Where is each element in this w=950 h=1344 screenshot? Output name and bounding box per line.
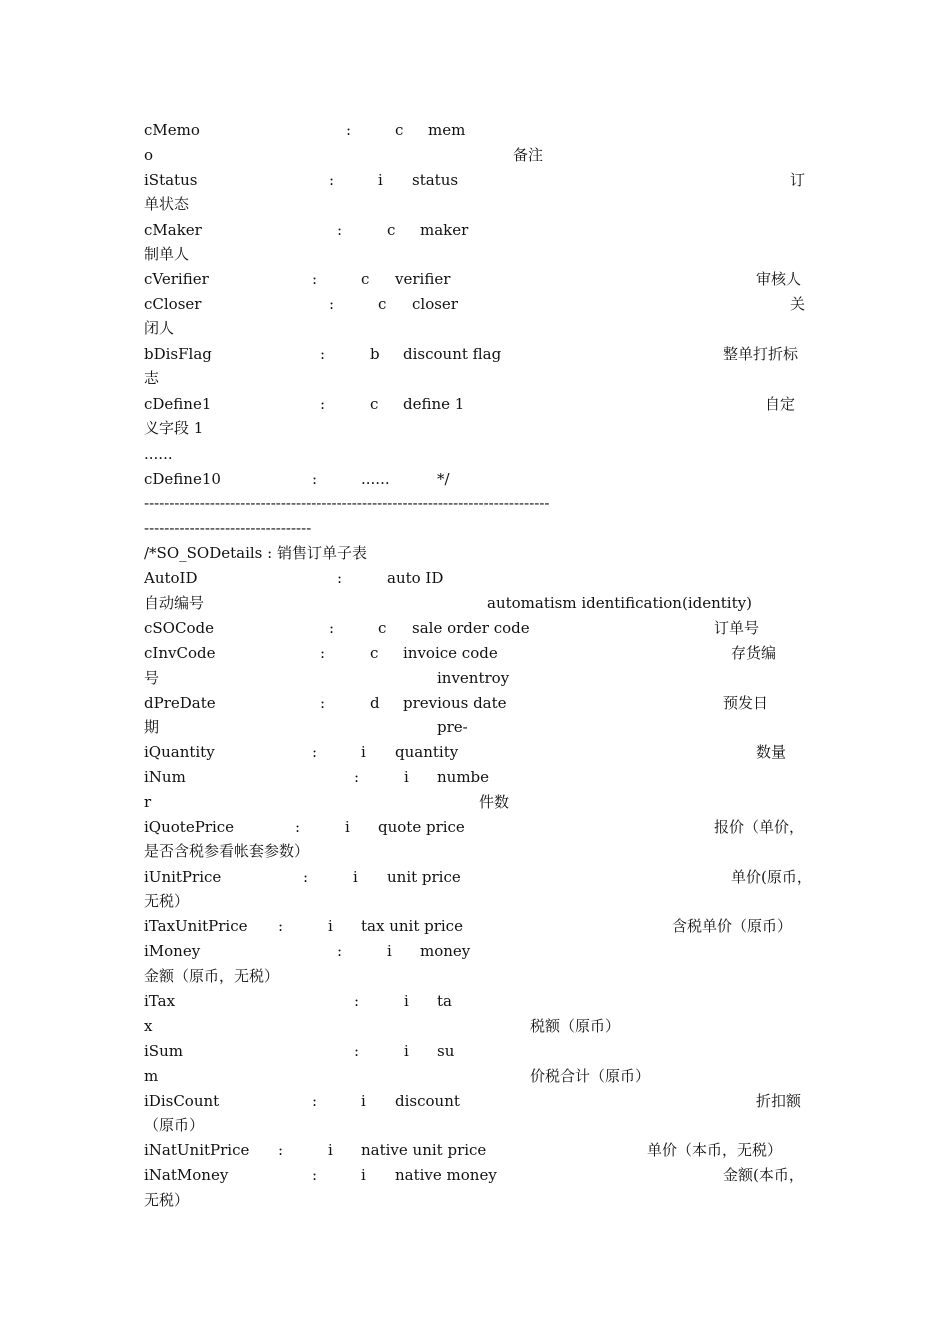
iUnitPrice-desc: unit price [387, 868, 461, 886]
cInvCode-type: c [370, 644, 379, 662]
bDisFlag-desc: discount flag [403, 345, 502, 363]
iNatMoney-name: iNatMoney [144, 1166, 229, 1184]
AutoID-colon: : [337, 569, 343, 587]
iNum-desc: numbe [437, 768, 490, 786]
cInvCode-desc: invoice code [403, 644, 498, 662]
bDisFlag-label-b: 志 [144, 369, 160, 387]
iNum-desc-cont: r [144, 793, 152, 811]
cInvCode-label-a: 存货编 [731, 644, 777, 662]
iTax-desc-cont: x [144, 1017, 153, 1035]
cDefine1-label-b: 义字段 1 [144, 419, 204, 437]
dPreDate-label-a: 预发日 [723, 694, 769, 712]
cVerifier-desc: verifier [395, 270, 451, 288]
iNatUnitPrice-type: i [328, 1141, 333, 1159]
iQuantity-label: 数量 [756, 743, 787, 761]
cDefine10-colon: : [312, 470, 318, 488]
iMoney-colon: : [337, 942, 343, 960]
iDisCount-label-b: （原币） [144, 1116, 205, 1134]
cMaker-colon: : [337, 221, 343, 239]
cMemo-label: 备注 [513, 146, 544, 164]
cMaker-name: cMaker [144, 221, 202, 239]
iTax-name: iTax [144, 992, 176, 1010]
cDefine1-type: c [370, 395, 379, 413]
iTax-desc: ta [437, 992, 452, 1010]
iUnitPrice-label-b: 无税） [144, 892, 190, 910]
cInvCode-colon: : [320, 644, 326, 662]
cVerifier-label: 审核人 [756, 270, 802, 288]
iTaxUnitPrice-desc: tax unit price [361, 917, 463, 935]
cMaker-desc: maker [420, 221, 469, 239]
iQuotePrice-label-a: 报价（单价， [714, 818, 805, 836]
cDefine1-colon: : [320, 395, 326, 413]
iMoney-name: iMoney [144, 942, 201, 960]
cCloser-desc: closer [412, 295, 458, 313]
cSOCode-name: cSOCode [144, 619, 214, 637]
iDisCount-name: iDisCount [144, 1092, 220, 1110]
iNatMoney-label-a: 金额(本币， [723, 1166, 804, 1184]
iQuantity-colon: : [312, 743, 318, 761]
ellipsis-line: ...... [144, 445, 173, 463]
iStatus-name: iStatus [144, 171, 198, 189]
cCloser-label-a: 关 [790, 295, 806, 313]
iTaxUnitPrice-colon: : [278, 917, 284, 935]
iQuantity-type: i [361, 743, 366, 761]
divider-line-1: -------------------------------------------------------------------------------- [144, 494, 550, 512]
iStatus-label-a: 订 [790, 171, 806, 189]
iNum-colon: : [354, 768, 360, 786]
dPreDate-colon: : [320, 694, 326, 712]
cMemo-type: c [395, 121, 404, 139]
iQuotePrice-desc: quote price [378, 818, 465, 836]
dPreDate-name: dPreDate [144, 694, 216, 712]
iQuantity-name: iQuantity [144, 743, 215, 761]
iQuotePrice-colon: : [295, 818, 301, 836]
iUnitPrice-label-a: 单价(原币， [731, 868, 812, 886]
iTaxUnitPrice-type: i [328, 917, 333, 935]
iMoney-type: i [387, 942, 392, 960]
iTax-label: 税额（原币） [530, 1017, 621, 1035]
cDefine1-desc: define 1 [403, 395, 465, 413]
iMoney-label: 金额（原币，无税） [144, 967, 280, 985]
cDefine10-name: cDefine10 [144, 470, 221, 488]
cDefine1-name: cDefine1 [144, 395, 212, 413]
bDisFlag-label-a: 整单打折标 [723, 345, 799, 363]
dPreDate-label-b: 期 [144, 718, 160, 736]
dPreDate-type: d [370, 694, 380, 712]
iNatMoney-type: i [361, 1166, 366, 1184]
iQuotePrice-label-b: 是否含税参看帐套参数） [144, 842, 310, 860]
cVerifier-colon: : [312, 270, 318, 288]
cMemo-colon: : [346, 121, 352, 139]
iQuantity-desc: quantity [395, 743, 459, 761]
iNatUnitPrice-name: iNatUnitPrice [144, 1141, 250, 1159]
AutoID-label: 自动编号 [144, 594, 205, 612]
cSOCode-colon: : [329, 619, 335, 637]
cDefine1-label-a: 自定 [765, 395, 796, 413]
iUnitPrice-colon: : [303, 868, 309, 886]
iUnitPrice-type: i [353, 868, 358, 886]
cInvCode-name: cInvCode [144, 644, 216, 662]
cSOCode-desc: sale order code [412, 619, 530, 637]
cSOCode-type: c [378, 619, 387, 637]
divider-line-2: --------------------------------- [144, 519, 312, 537]
cCloser-label-b: 闭人 [144, 319, 175, 337]
iNatMoney-desc: native money [395, 1166, 497, 1184]
AutoID-name: AutoID [144, 569, 198, 587]
iStatus-colon: : [329, 171, 335, 189]
iNatMoney-label-b: 无税） [144, 1191, 190, 1209]
iSum-name: iSum [144, 1042, 183, 1060]
cDefine10-desc: ...... [361, 470, 390, 488]
cSOCode-label: 订单号 [714, 619, 760, 637]
cMaker-label: 制单人 [144, 245, 190, 263]
iNatUnitPrice-label: 单价（本币，无税） [647, 1141, 783, 1159]
iStatus-desc: status [412, 171, 459, 189]
cCloser-type: c [378, 295, 387, 313]
cMaker-type: c [387, 221, 396, 239]
iTax-colon: : [354, 992, 360, 1010]
iStatus-type: i [378, 171, 383, 189]
iSum-colon: : [354, 1042, 360, 1060]
iTaxUnitPrice-label: 含税单价（原币） [672, 917, 793, 935]
iNum-name: iNum [144, 768, 186, 786]
iDisCount-type: i [361, 1092, 366, 1110]
iTax-type: i [404, 992, 409, 1010]
cVerifier-name: cVerifier [144, 270, 209, 288]
iDisCount-label-a: 折扣额 [756, 1092, 802, 1110]
bDisFlag-type: b [370, 345, 380, 363]
iQuotePrice-name: iQuotePrice [144, 818, 235, 836]
iDisCount-colon: : [312, 1092, 318, 1110]
iStatus-label-b: 单状态 [144, 195, 190, 213]
cMemo-desc-cont: o [144, 146, 154, 164]
cInvCode-note: inventroy [437, 669, 510, 687]
iNatUnitPrice-colon: : [278, 1141, 284, 1159]
iQuotePrice-type: i [345, 818, 350, 836]
cDefine10-end: */ [437, 470, 450, 488]
dPreDate-desc: previous date [403, 694, 507, 712]
iUnitPrice-name: iUnitPrice [144, 868, 222, 886]
iDisCount-desc: discount [395, 1092, 460, 1110]
iSum-label: 价税合计（原币） [530, 1067, 651, 1085]
cCloser-name: cCloser [144, 295, 202, 313]
iNatMoney-colon: : [312, 1166, 318, 1184]
iSum-type: i [404, 1042, 409, 1060]
dPreDate-note: pre- [437, 718, 468, 736]
table-heading: /*SO_SODetails : 销售订单子表 [144, 544, 367, 562]
iNatUnitPrice-desc: native unit price [361, 1141, 487, 1159]
bDisFlag-colon: : [320, 345, 326, 363]
AutoID-note: automatism identification(identity) [487, 594, 752, 612]
iMoney-desc: money [420, 942, 471, 960]
iNum-label: 件数 [479, 793, 510, 811]
bDisFlag-name: bDisFlag [144, 345, 212, 363]
iTaxUnitPrice-name: iTaxUnitPrice [144, 917, 248, 935]
cMemo-name: cMemo [144, 121, 200, 139]
iSum-desc: su [437, 1042, 455, 1060]
cMemo-desc: mem [428, 121, 466, 139]
cVerifier-type: c [361, 270, 370, 288]
AutoID-desc: auto ID [387, 569, 444, 587]
iNum-type: i [404, 768, 409, 786]
cInvCode-label-b: 号 [144, 669, 160, 687]
cCloser-colon: : [329, 295, 335, 313]
iSum-desc-cont: m [144, 1067, 159, 1085]
